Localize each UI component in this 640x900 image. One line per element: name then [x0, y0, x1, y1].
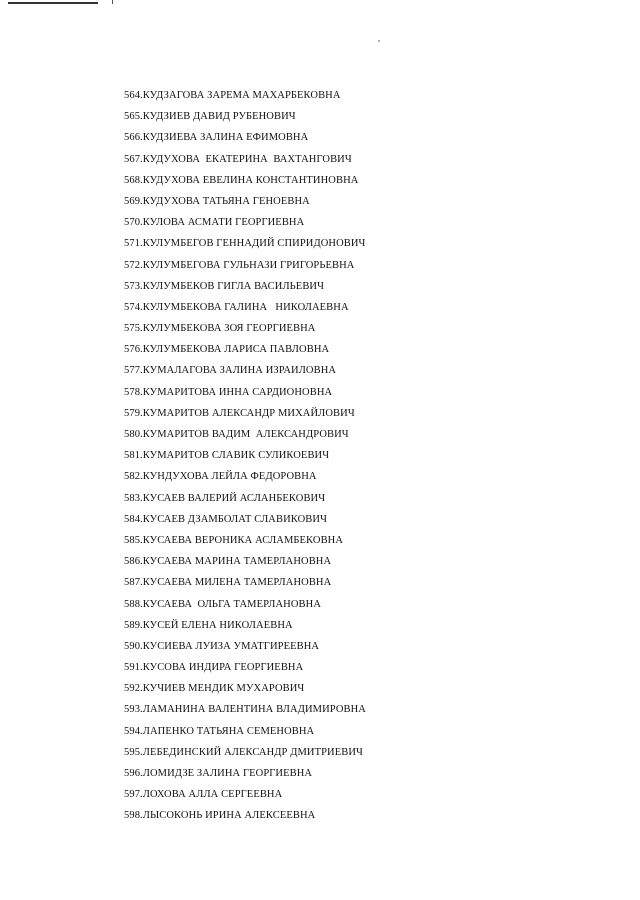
list-item: 571.КУЛУМБЕГОВ ГЕННАДИЙ СПИРИДОНОВИЧ [124, 238, 366, 250]
list-item: 595.ЛЕБЕДИНСКИЙ АЛЕКСАНДР ДМИТРИЕВИЧ [124, 746, 363, 758]
scan-artifact-line [8, 2, 98, 4]
list-item: 580.КУМАРИТОВ ВАДИМ АЛЕКСАНДРОВИЧ [124, 429, 349, 440]
list-item: 570.КУЛОВА АСМАТИ ГЕОРГИЕВНА [124, 217, 305, 229]
list-item: 573.КУЛУМБЕКОВ ГИГЛА ВАСИЛЬЕВИЧ [124, 280, 325, 292]
list-item: 593.ЛАМАНИНА ВАЛЕНТИНА ВЛАДИМИРОВНА [124, 704, 366, 716]
list-item: 584.КУСАЕВ ДЗАМБОЛАТ СЛАВИКОВИЧ [124, 513, 328, 525]
list-item: 569.КУДУХОВА ТАТЬЯНА ГЕНОЕВНА [124, 195, 310, 207]
list-item: 565.КУДЗИЕВ ДАВИД РУБЕНОВИЧ [124, 111, 296, 123]
list-item: 572.КУЛУМБЕГОВА ГУЛЬНАЗИ ГРИГОРЬЕВНА [124, 259, 355, 271]
list-item: 589.КУСЕЙ ЕЛЕНА НИКОЛАЕВНА [124, 619, 293, 631]
scan-artifact-tick [112, 0, 113, 4]
list-item: 588.КУСАЕВА ОЛЬГА ТАМЕРЛАНОВНА [124, 598, 322, 610]
list-item: 594.ЛАПЕНКО ТАТЬЯНА СЕМЕНОВНА [124, 725, 315, 737]
list-item: 567.КУДУХОВА ЕКАТЕРИНА ВАХТАНГОВИЧ [124, 153, 352, 165]
list-item: 574.КУЛУМБЕКОВА ГАЛИНА НИКОЛАЕВНА [124, 301, 349, 313]
list-item: 582.КУНДУХОВА ЛЕЙЛА ФЕДОРОВНА [124, 471, 317, 483]
list-item: 575.КУЛУМБЕКОВА ЗОЯ ГЕОРГИЕВНА [124, 323, 316, 335]
list-item: 586.КУСАЕВА МАРИНА ТАМЕРЛАНОВНА [124, 556, 332, 568]
list-item: 587.КУСАЕВА МИЛЕНА ТАМЕРЛАНОВНА [124, 577, 332, 589]
list-item: 581.КУМАРИТОВ СЛАВИК СУЛИКОЕВИЧ [124, 450, 330, 462]
list-item: 585.КУСАЕВА ВЕРОНИКА АСЛАМБЕКОВНА [124, 534, 344, 546]
list-item: 568.КУДУХОВА ЕВЕЛИНА КОНСТАНТИНОВНА [124, 174, 359, 186]
list-item: 583.КУСАЕВ ВАЛЕРИЙ АСЛАНБЕКОВИЧ [124, 492, 326, 504]
list-item: 597.ЛОХОВА АЛЛА СЕРГЕЕВНА [124, 789, 283, 801]
list-item: 566.КУДЗИЕВА ЗАЛИНА ЕФИМОВНА [124, 132, 309, 144]
list-item: 578.КУМАРИТОВА ИННА САРДИОНОВНА [124, 386, 333, 398]
name-list [124, 85, 366, 827]
list-item: 598.ЛЫСОКОНЬ ИРИНА АЛЕКСЕЕВНА [124, 810, 316, 822]
list-item: 591.КУСОВА ИНДИРА ГЕОРГИЕВНА [124, 662, 304, 674]
list-item: 590.КУСИЕВА ЛУИЗА УМАТГИРЕЕВНА [124, 640, 320, 652]
list-item: 596.ЛОМИДЗЕ ЗАЛИНА ГЕОРГИЕВНА [124, 768, 313, 779]
list-item: 592.КУЧИЕВ МЕНДИК МУХАРОВИЧ [124, 683, 305, 695]
list-item: 579.КУМАРИТОВ АЛЕКСАНДР МИХАЙЛОВИЧ [124, 407, 355, 419]
list-item: 564.КУДЗАГОВА ЗАРЕМА МАХАРБЕКОВНА [124, 90, 341, 101]
list-item: 576.КУЛУМБЕКОВА ЛАРИСА ПАВЛОВНА [124, 344, 330, 356]
list-item: 577.КУМАЛАГОВА ЗАЛИНА ИЗРАИЛОВНА [124, 365, 337, 377]
scan-artifact-dot [378, 40, 380, 42]
